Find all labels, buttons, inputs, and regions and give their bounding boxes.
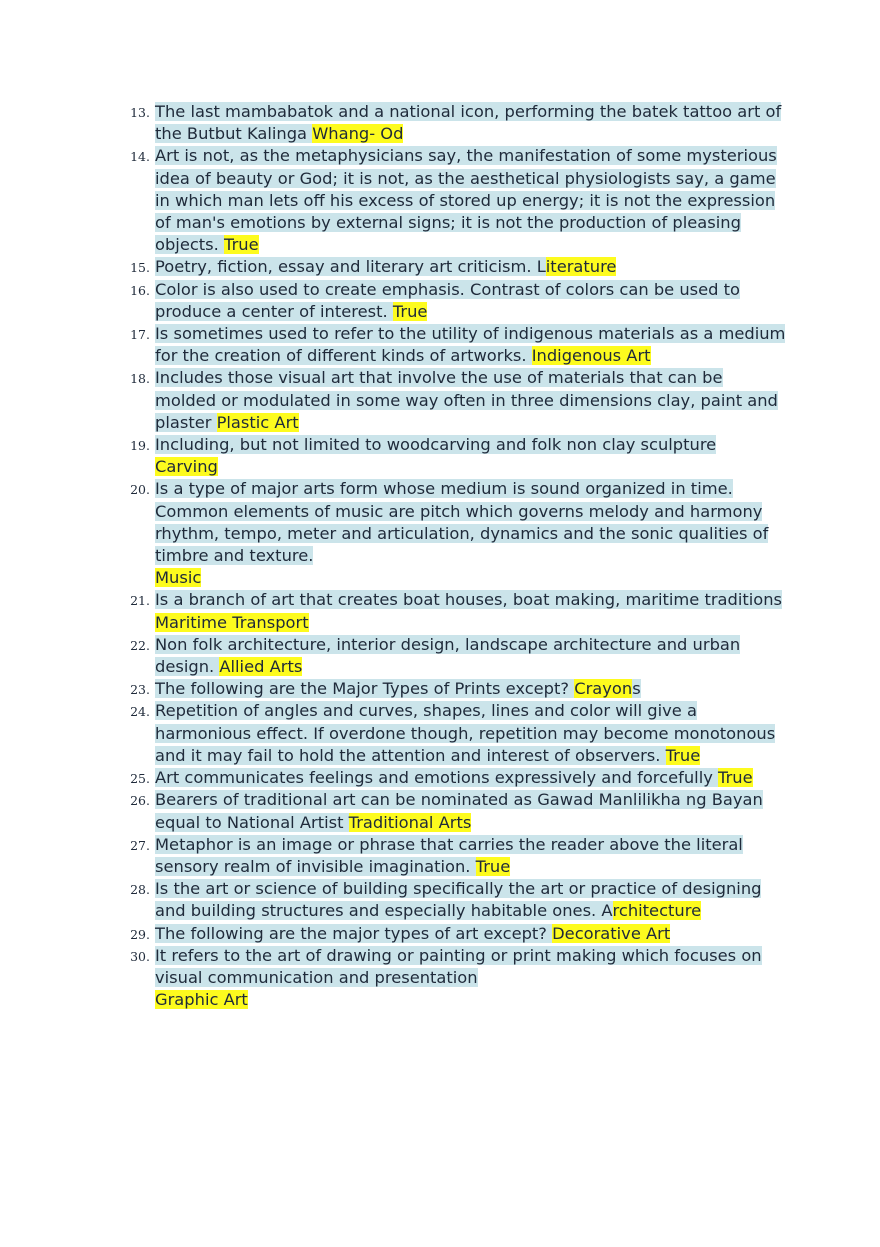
- list-item: [126, 789, 786, 833]
- item-body: [155, 280, 740, 321]
- item-body: [155, 635, 740, 676]
- item-number: 13.: [130, 105, 150, 120]
- item-body: [155, 435, 786, 478]
- list-item: [126, 256, 786, 278]
- item-body: [155, 368, 778, 431]
- item-body: [155, 590, 782, 631]
- list-item: [126, 589, 786, 633]
- question-text: It refers to the art of drawing or painting or print making which focuses on visual communication and presentation: [155, 945, 762, 987]
- answer-highlight: Indigenous Art: [531, 346, 651, 366]
- item-number: 15.: [130, 260, 150, 276]
- answer-highlight: Maritime Transport: [155, 612, 309, 632]
- item-number: 25.: [130, 771, 150, 787]
- list-item: [126, 101, 786, 145]
- list-item: [126, 279, 786, 323]
- item-body: [155, 102, 781, 143]
- item-body: [155, 924, 670, 943]
- answer-suffix: s: [632, 679, 641, 699]
- answer-highlight: Music: [155, 568, 202, 588]
- answer-highlight: True: [718, 768, 753, 788]
- item-body: [155, 879, 761, 920]
- item-number: 22.: [130, 637, 150, 653]
- item-number: 16.: [130, 282, 150, 298]
- list-item: [126, 323, 786, 367]
- item-number: 28.: [130, 882, 150, 898]
- item-body: [155, 768, 753, 787]
- question-text: The following are the major types of art except?: [155, 923, 553, 943]
- list-item: [126, 634, 786, 678]
- answer-highlight: iterature: [545, 257, 617, 277]
- question-text: The last mambabatok and a national icon, performing the batek tattoo art of the Butbut Kalinga: [155, 102, 782, 144]
- answer-highlight: Graphic Art: [155, 990, 248, 1010]
- item-number: 30.: [130, 948, 150, 964]
- item-body: [155, 479, 786, 589]
- question-text: Is a type of major arts form whose medium is sound organized in time. Common elements of music are pitch which governs melody and harmony rhythm, tempo, meter and articulation, dynamics and the sonic qualities of timbre and texture.: [155, 479, 769, 566]
- question-text: Bearers of traditional art can be nominated as Gawad Manlilikha ng Bayan equal to National Artist: [155, 790, 763, 832]
- item-body: [155, 146, 777, 254]
- answer-highlight: Plastic Art: [216, 412, 299, 432]
- answer-highlight: Allied Arts: [219, 657, 303, 677]
- list-item: [126, 434, 786, 478]
- answer-highlight: True: [475, 856, 511, 876]
- answer-highlight: Crayon: [574, 679, 633, 699]
- list-item: [126, 478, 786, 589]
- list-item: [126, 923, 786, 945]
- answer-highlight: Traditional Arts: [348, 812, 472, 832]
- answer-highlight: Carving: [155, 457, 218, 477]
- list-item: [126, 767, 786, 789]
- item-body: [155, 946, 786, 1012]
- item-number: 29.: [130, 926, 150, 942]
- item-body: [155, 324, 785, 365]
- question-text: Including, but not limited to woodcarving and folk non clay sculpture: [155, 435, 717, 455]
- item-body: [155, 257, 616, 276]
- item-number: 14.: [130, 149, 150, 165]
- question-text: The following are the Major Types of Prints except?: [155, 679, 575, 699]
- question-text: Art communicates feelings and emotions expressively and forcefully: [155, 768, 719, 788]
- list-item: [126, 878, 786, 922]
- question-text: Non folk architecture, interior design, landscape architecture and urban design.: [155, 634, 741, 677]
- question-text: Metaphor is an image or phrase that carries the reader above the literal sensory realm of invisible imagination.: [155, 834, 743, 876]
- list-item: [126, 945, 786, 1012]
- item-number: 27.: [130, 837, 150, 853]
- answer-highlight: rchitecture: [612, 901, 702, 921]
- list-item: [126, 678, 786, 700]
- question-text: Includes those visual art that involve the use of materials that can be molded or modulated in some way often in three dimensions clay, paint and plaster: [155, 368, 778, 432]
- answer-highlight: Whang- Od: [312, 124, 404, 144]
- question-text: Art is not, as the metaphysicians say, the manifestation of some mysterious idea of beauty or God; it is not, as the aesthetical physiologists say, a game in which man lets off his excess of stored up energy; it is not the expression of man's emotions by external signs; it is not the production of pleasing objects.: [155, 146, 777, 255]
- answer-highlight: True: [224, 235, 259, 255]
- question-text: Is sometimes used to refer to the utility of indigenous materials as a medium for the creation of different kinds of artworks.: [155, 324, 786, 366]
- item-body: [155, 701, 775, 764]
- answer-highlight: Decorative Art: [552, 923, 671, 943]
- question-text: Is the art or science of building specifically the art or practice of designing and building structures and especially habitable ones.: [155, 879, 762, 921]
- answer-prefix: L: [536, 257, 546, 277]
- item-number: 17.: [130, 327, 150, 343]
- question-text: Color is also used to create emphasis. Contrast of colors can be used to produce a center of interest.: [155, 279, 741, 321]
- question-text: Poetry, fiction, essay and literary art criticism.: [155, 257, 537, 277]
- item-number: 24.: [130, 704, 150, 720]
- question-text: Is a branch of art that creates boat houses, boat making, maritime traditions: [155, 590, 783, 610]
- item-number: 23.: [130, 682, 150, 698]
- item-body: [155, 790, 763, 831]
- question-list: [126, 101, 786, 1011]
- item-number: 18.: [130, 371, 150, 387]
- answer-highlight: True: [665, 745, 701, 765]
- answer-highlight: True: [392, 301, 428, 321]
- item-body: [155, 835, 743, 876]
- item-number: 19.: [130, 438, 150, 454]
- list-item: [126, 834, 786, 878]
- list-item: [126, 700, 786, 767]
- list-item: [126, 367, 786, 434]
- list-item: [126, 145, 786, 256]
- item-number: 20.: [130, 482, 150, 498]
- item-number: 21.: [130, 593, 150, 609]
- question-text: Repetition of angles and curves, shapes, lines and color will give a harmonious effect. If overdone though, repetition may become monotonous and it may fail to hold the attention and interest of observers.: [155, 701, 776, 765]
- item-body: [155, 679, 641, 698]
- item-number: 26.: [130, 793, 150, 809]
- answer-prefix: A: [601, 901, 613, 921]
